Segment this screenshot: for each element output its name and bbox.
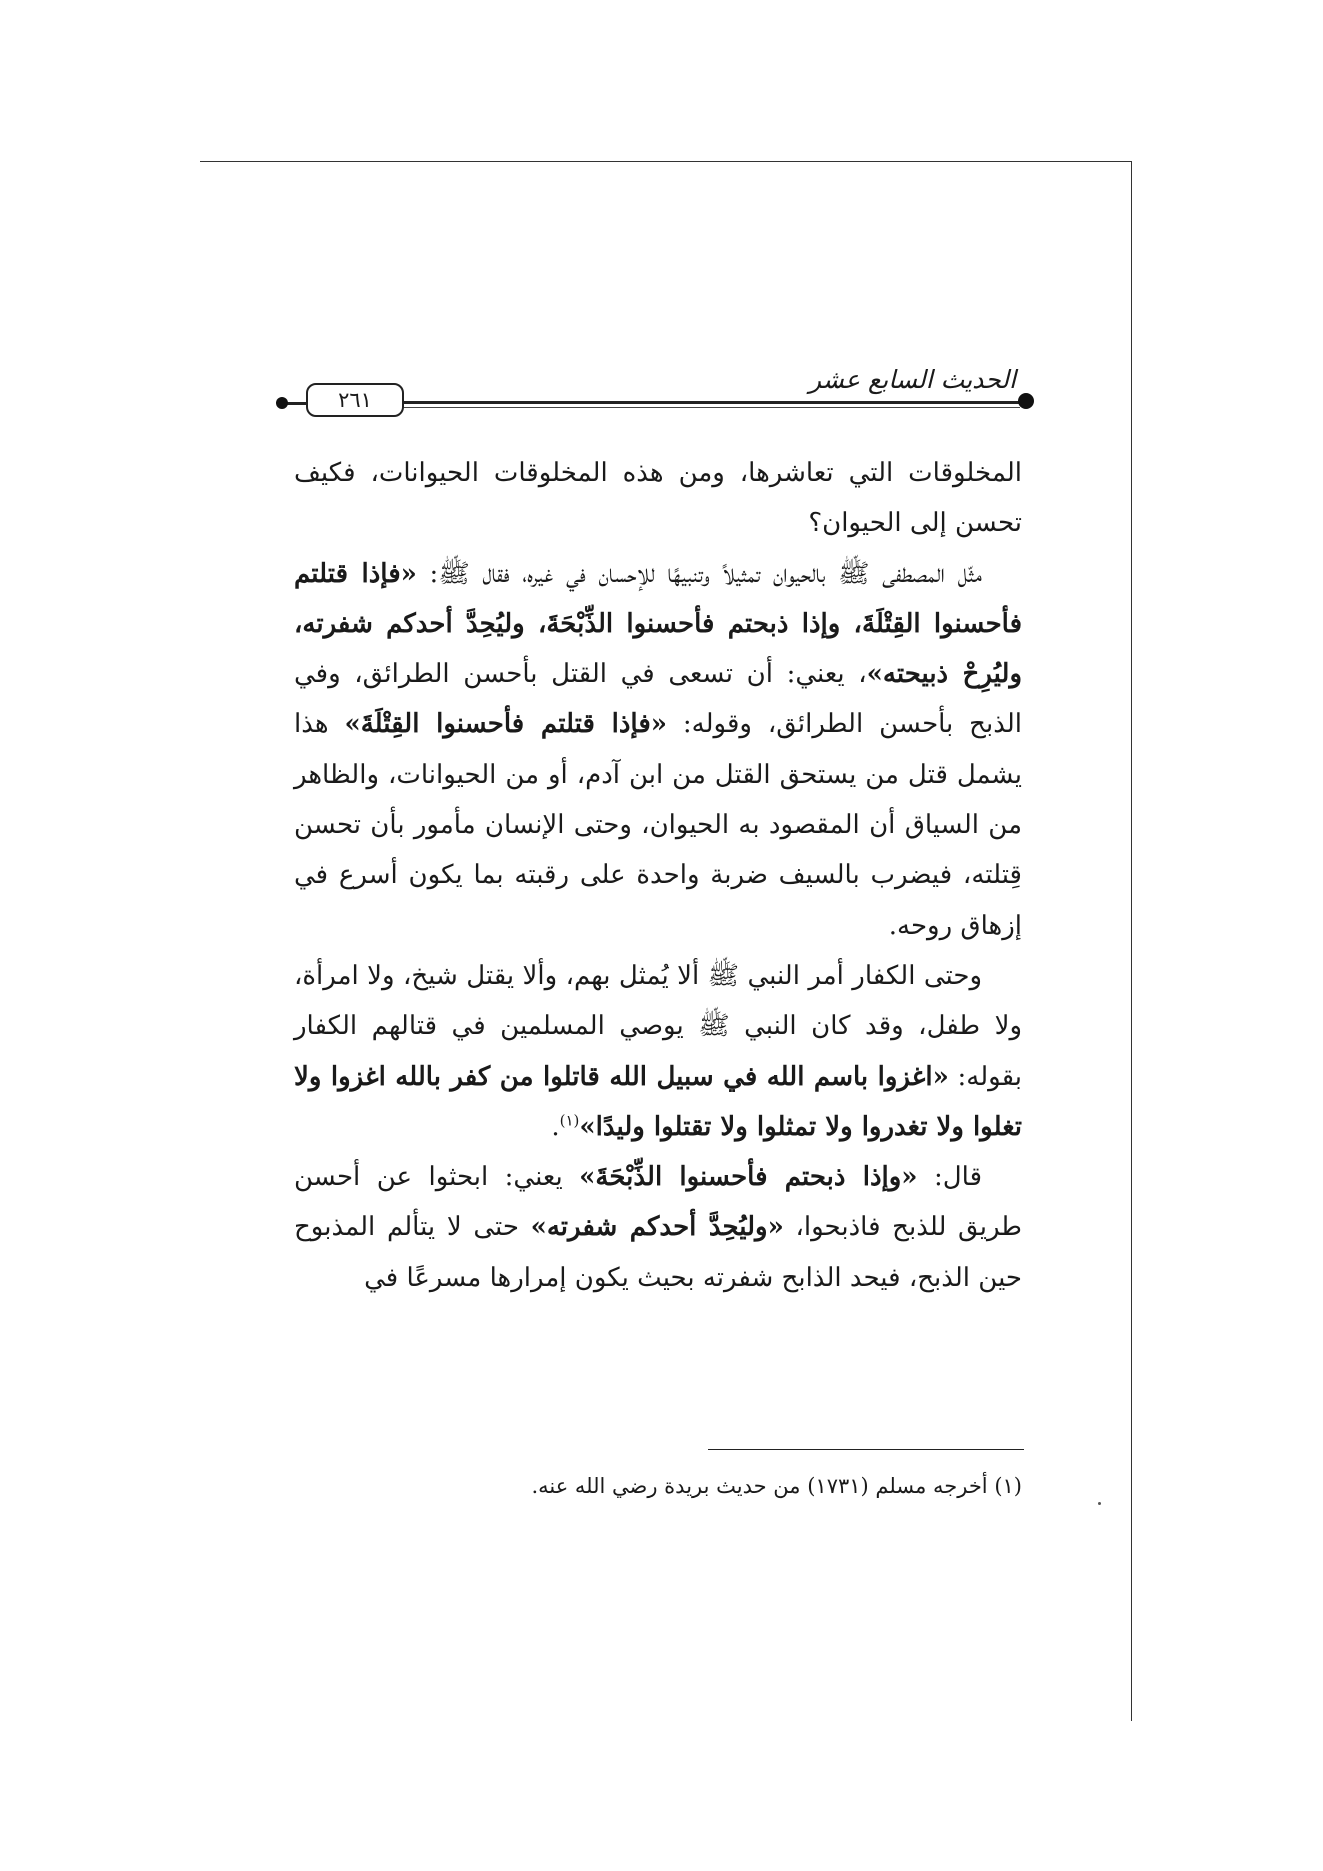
page-trim-right — [1131, 161, 1132, 1721]
text-run: قال: — [917, 1162, 983, 1193]
text-run: مثّل المصطفى ﷺ بالحيوان تمثيلاً وتنبيهًا للإحسان في غيره، فقال ﷺ: — [416, 558, 982, 589]
header-rule-thick — [396, 401, 1022, 404]
text-run: يعني: ابحثوا عن أحسن طريق للذبح فاذبحوا، — [294, 1162, 1022, 1243]
text-run: وحتى الكفار أمر النبي ﷺ ألا يُمثل بهم، وألا يقتل شيخ، ولا امرأة، ولا طفل، وقد كان النبي ﷺ يوصي المسلمين في قتالهم الكفار بقوله: — [294, 960, 1022, 1092]
footnote: (١) أخرجه مسلم (١٧٣١) من حديث بريدة رضي الله عنه. — [531, 1474, 1022, 1498]
page-header — [276, 365, 1034, 417]
hadith-quote: «وليُحِدَّ أحدكم شفرته» — [530, 1212, 784, 1243]
header-dot-right-icon — [1018, 393, 1034, 409]
stray-dot — [1098, 1502, 1101, 1505]
running-title: الحديث السابع عشر — [809, 365, 1016, 394]
paragraph-1 — [294, 448, 1022, 549]
paragraph-4 — [294, 1152, 1022, 1303]
text-run: . — [551, 1111, 560, 1142]
body-text — [294, 448, 1022, 1303]
paragraph-3 — [294, 951, 1022, 1152]
header-dot-left-icon — [276, 397, 288, 409]
footnote-rule — [708, 1449, 1024, 1450]
text-run: حتى لا يتألم المذبوح حين الذبح، فيحد الذابح شفرته بحيث يكون إمرارها مسرعًا في — [294, 1212, 1022, 1293]
page-number: ٢٦١ — [306, 383, 404, 417]
header-rule-stub — [286, 402, 308, 405]
page-trim-top — [200, 161, 1132, 162]
hadith-quote: «فإذا قتلتم فأحسنوا القِتْلَةَ» — [344, 709, 668, 740]
footnote-ref: (١) — [559, 1111, 580, 1130]
paragraph-2 — [294, 549, 1022, 951]
text-run: المخلوقات التي تعاشرها، ومن هذه المخلوقات الحيوانات، فكيف تحسن إلى الحيوان؟ — [294, 458, 1022, 539]
header-rule-thin — [396, 407, 1020, 408]
hadith-quote: «وإذا ذبحتم فأحسنوا الذِّبْحَةَ» — [579, 1162, 918, 1193]
text-run: هذا يشمل قتل من يستحق القتل من ابن آدم، أو من الحيوانات، والظاهر من السياق أن المقصود به الحيوان، وحتى الإنسان مأمور بأن تحسن قِتلته، فيضرب بالسيف ضربة واحدة على رقبته بما يكون أسرع في إزهاق روحه. — [294, 709, 1022, 941]
hadith-quote: «فإذا قتلتم فأحسنوا القِتْلَةَ، وإذا ذبحتم فأحسنوا الذِّبْحَةَ، وليُحِدَّ أحدكم شفرته، وليُرِحْ ذبيحته» — [294, 558, 1023, 690]
hadith-quote: «اغزوا باسم الله في سبيل الله قاتلوا من كفر بالله اغزوا ولا تغلوا ولا تغدروا ولا تمثلوا ولا تقتلوا وليدًا» — [294, 1061, 1022, 1142]
text-run: ، يعني: أن تسعى في القتل بأحسن الطرائق، وفي الذبح بأحسن الطرائق، وقوله: — [294, 659, 1022, 740]
